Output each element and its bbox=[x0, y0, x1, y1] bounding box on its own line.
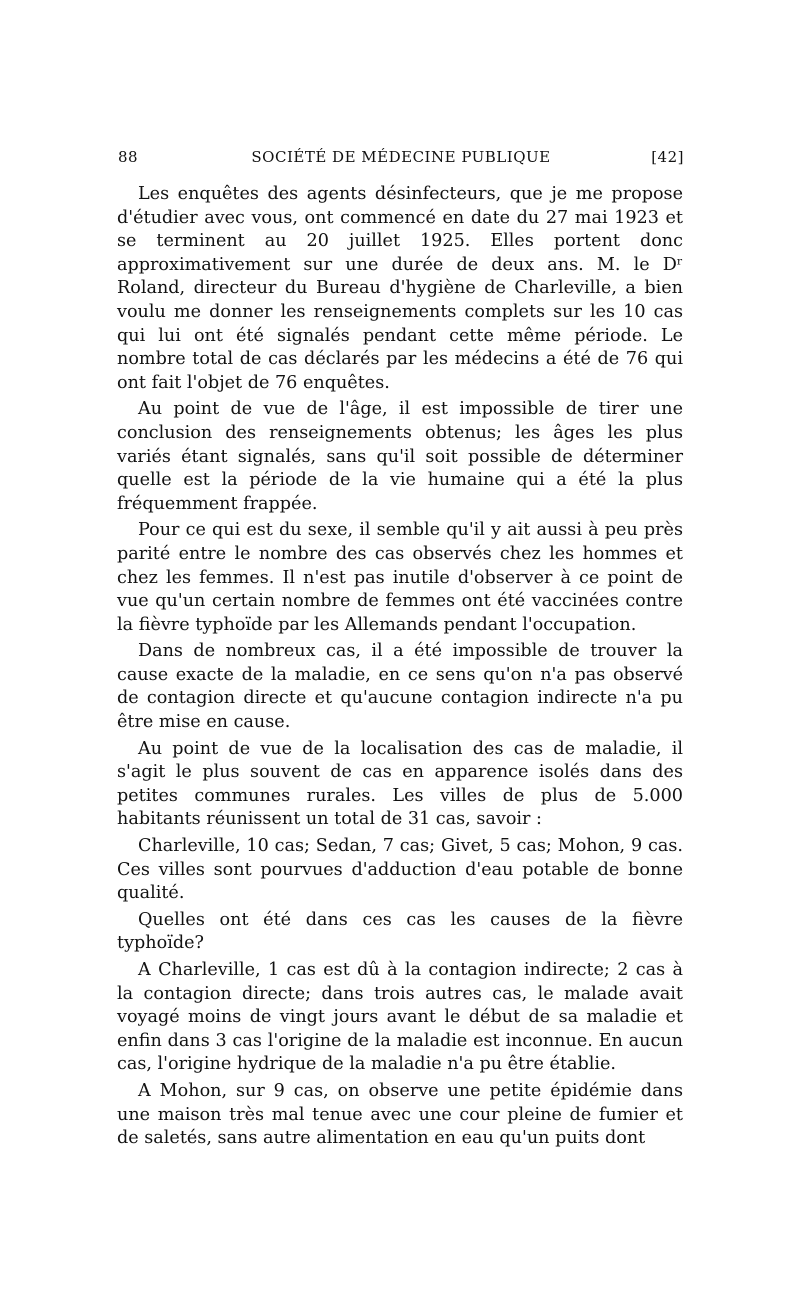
body-text bbox=[117, 183, 683, 1151]
paragraph-question: Quelles ont été dans ces cas les causes de la fièvre typhoïde? bbox=[117, 909, 683, 954]
page-number: 88 bbox=[118, 148, 139, 166]
paragraph-charleville: A Charleville, 1 cas est dû à la contagion indirecte; 2 cas à la contagion directe; dans trois autres cas, le malade avait voyagé moins de vingt jours avant le début de sa maladie et enfin dans 3 cas l'origine de la maladie est inconnue. En aucun cas, l'origine hydrique de la maladie n'a pu être établie. bbox=[117, 960, 683, 1075]
paragraph-localisation: Au point de vue de la localisation des cas de maladie, il s'agit le plus souvent de cas en apparence isolés dans des petites communes rurales. Les villes de plus de 5.000 habitants réunissent un total de 31 cas, savoir : bbox=[117, 738, 683, 830]
paragraph-villes: Charleville, 10 cas; Sedan, 7 cas; Givet, 5 cas; Mohon, 9 cas. Ces villes sont pourvues d'adduction d'eau potable de bonne qualité. bbox=[117, 836, 683, 904]
paragraph-enquetes: Les enquêtes des agents désinfecteurs, que je me propose d'étudier avec vous, ont commencé en date du 27 mai 1923 et se terminent au 20 juillet 1925. Elles portent donc approximativement sur une durée de deux ans. M. le Dʳ Roland, directeur du Bureau d'hygiène de Charleville, a bien voulu me donner les renseignements complets sur les 10 cas qui lui ont été signalés pendant cette même période. Le nombre total de cas déclarés par les médecins a été de 76 qui ont fait l'objet de 76 enquêtes. bbox=[117, 184, 683, 393]
journal-title: SOCIÉTÉ DE MÉDECINE PUBLIQUE bbox=[251, 148, 551, 166]
running-head bbox=[118, 148, 684, 170]
bracket-reference: [42] bbox=[651, 148, 684, 166]
paragraph-cause: Dans de nombreux cas, il a été impossible de trouver la cause exacte de la maladie, en ce sens qu'on n'a pas observé de contagion directe et qu'aucune contagion indirecte n'a pu être mise en cause. bbox=[117, 641, 683, 733]
paragraph-age: Au point de vue de l'âge, il est impossible de tirer une conclusion des renseignements obtenus; les âges les plus variés étant signalés, sans qu'il soit possible de déterminer quelle est la période de la vie humaine qui a été la plus fréquemment frappée. bbox=[117, 399, 683, 514]
paragraph-mohon: A Mohon, sur 9 cas, on observe une petite épidémie dans une maison très mal tenue avec une cour pleine de fumier et de saletés, sans autre alimentation en eau qu'un puits dont bbox=[117, 1080, 683, 1149]
paragraph-sexe: Pour ce qui est du sexe, il semble qu'il y ait aussi à peu près parité entre le nombre des cas observés chez les hommes et chez les femmes. Il n'est pas inutile d'observer à ce point de vue qu'un certain nombre de femmes ont été vaccinées contre la fièvre typhoïde par les Allemands pendant l'occupation. bbox=[117, 520, 683, 635]
